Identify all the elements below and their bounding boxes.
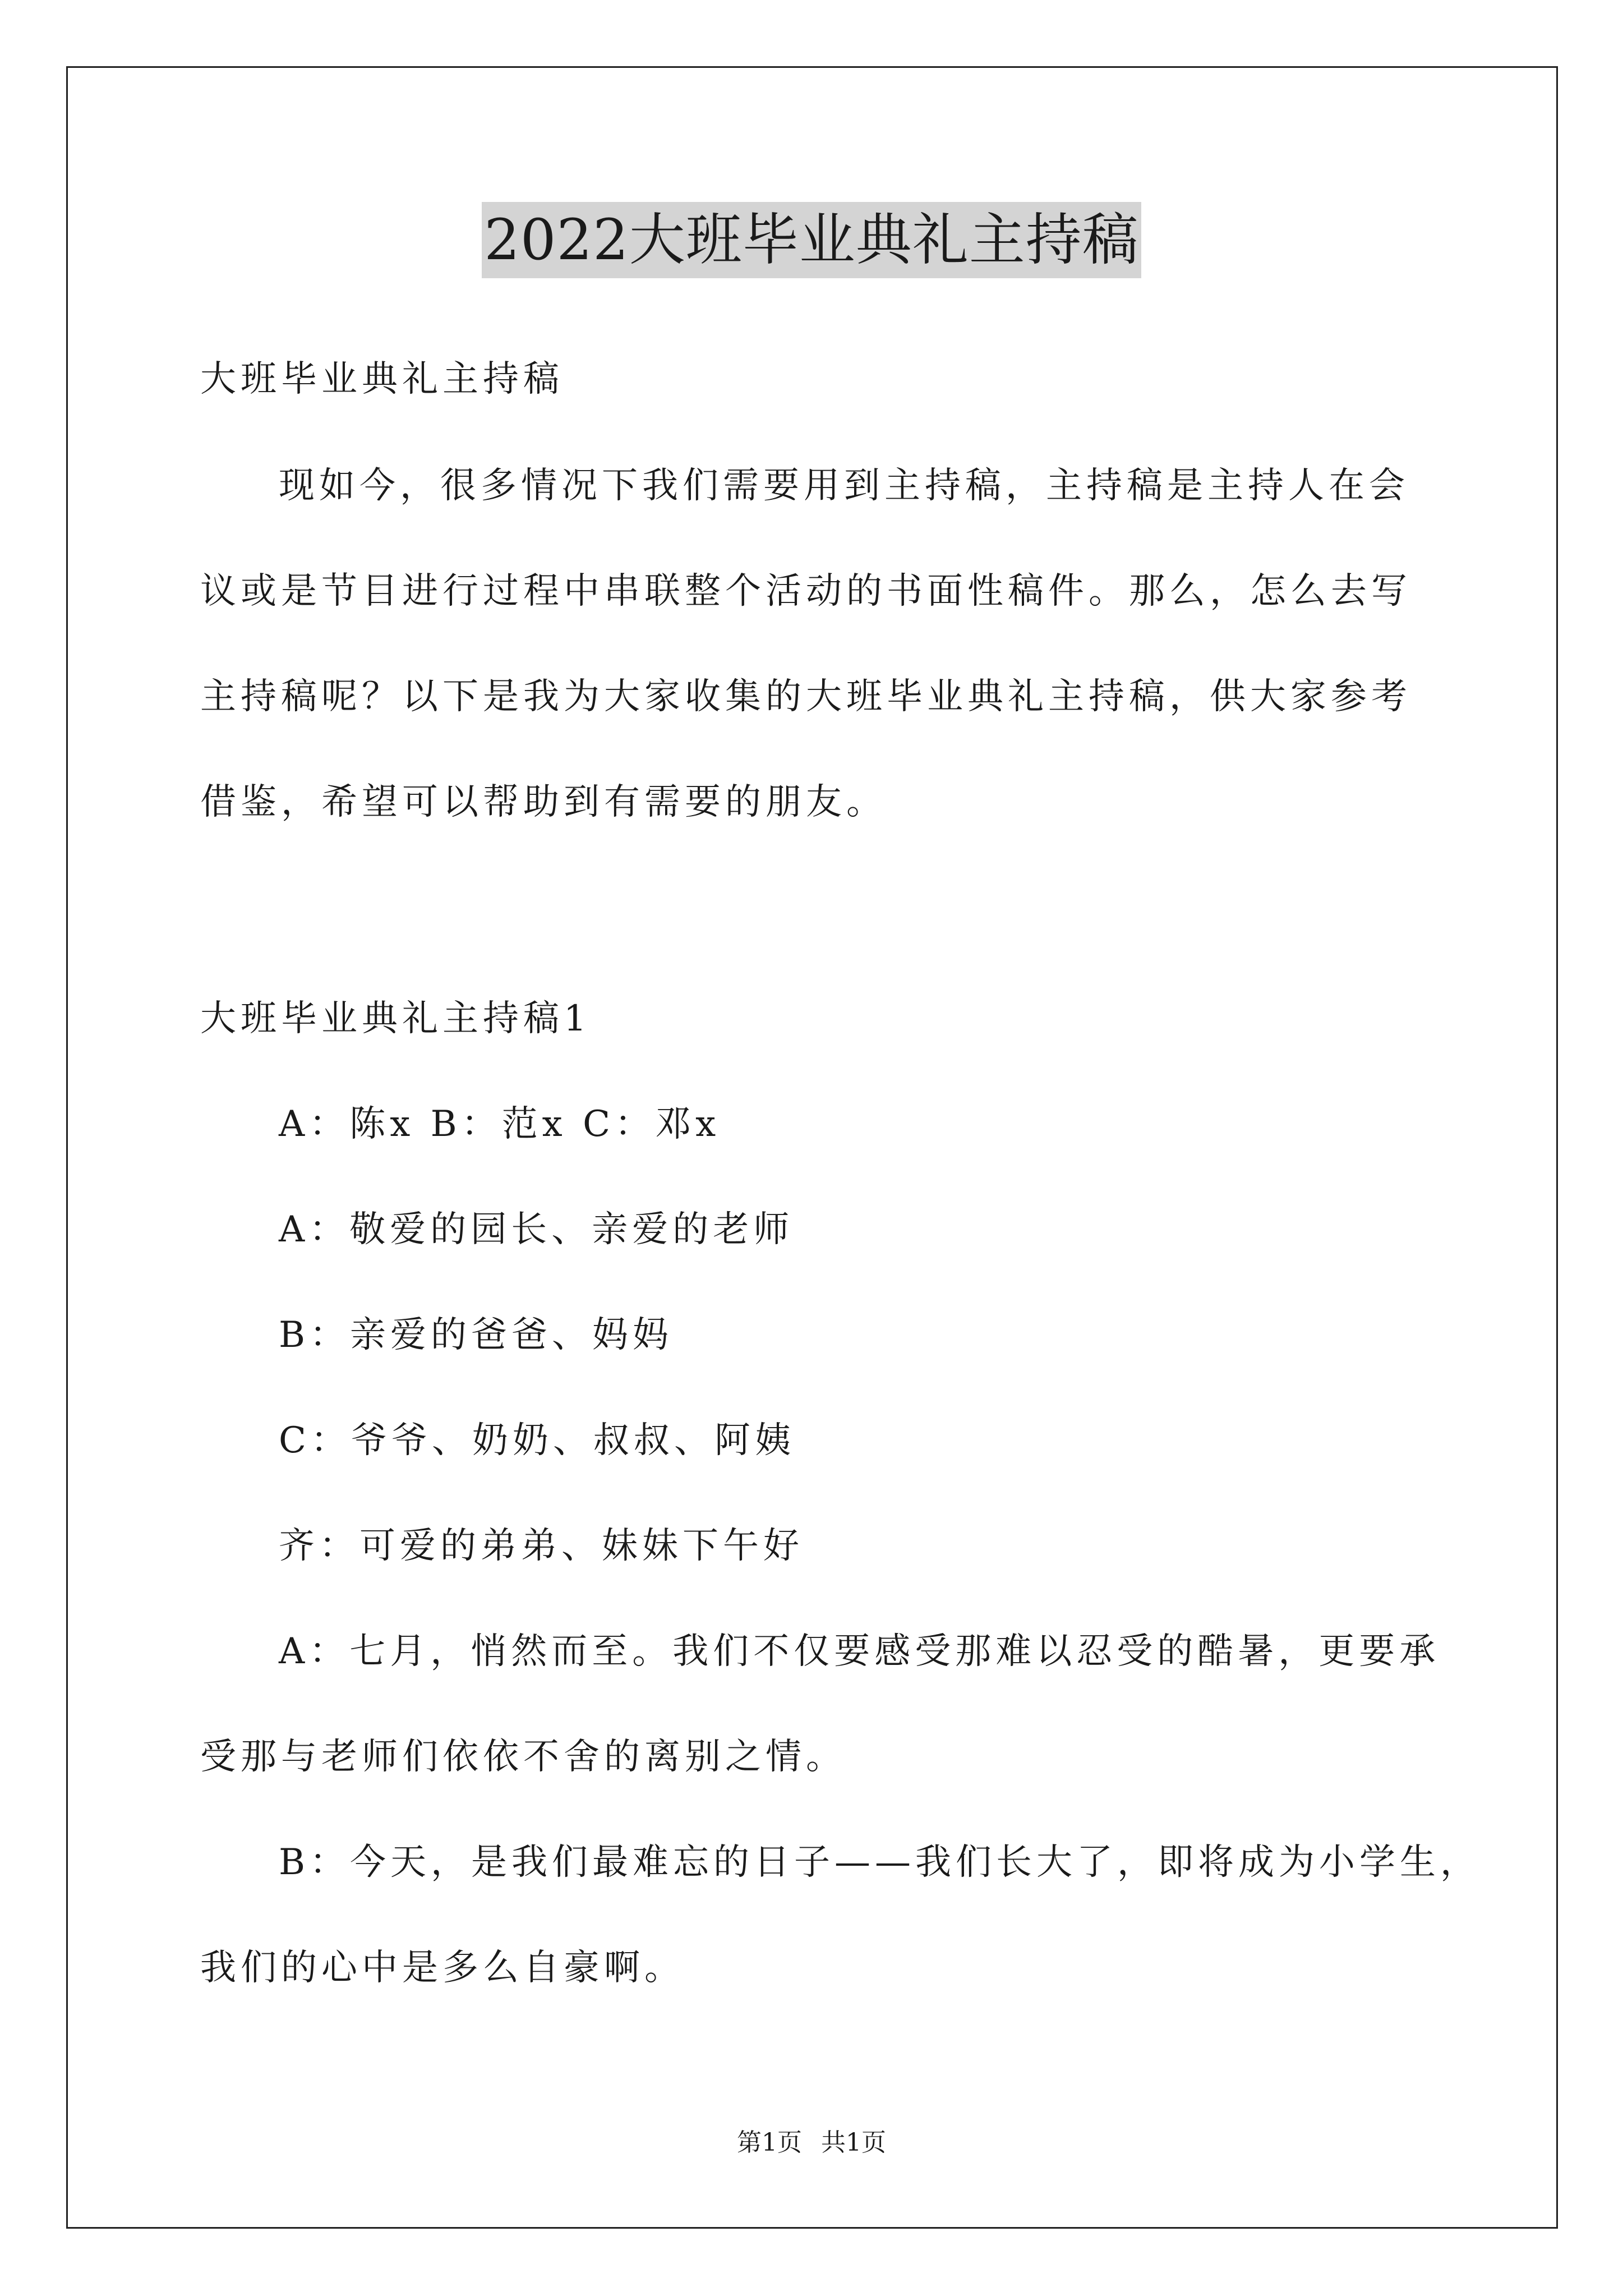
intro-line-1: 现如今，很多情况下我们需要用到主持稿，主持稿是主持人在会 bbox=[279, 465, 1409, 507]
script-line-8: B：今天，是我们最难忘的日子——我们长大了，即将成为小学生， bbox=[279, 1842, 1481, 1883]
script-line-1: A：陈x B：范x C：邓x bbox=[279, 1103, 721, 1145]
intro-line-3: 主持稿呢？以下是我为大家收集的大班毕业典礼主持稿，供大家参考 bbox=[200, 676, 1412, 717]
script-line-5: 齐：可爱的弟弟、妹妹下午好 bbox=[279, 1525, 804, 1567]
script-line-7: 受那与老师们依依不舍的离别之情。 bbox=[200, 1736, 846, 1778]
document-title: 2022大班毕业典礼主持稿 bbox=[482, 202, 1141, 278]
script-line-2: A：敬爱的园长、亲爱的老师 bbox=[279, 1209, 794, 1250]
document-subtitle: 大班毕业典礼主持稿 bbox=[200, 358, 564, 400]
intro-line-2: 议或是节目进行过程中串联整个活动的书面性稿件。那么，怎么去写 bbox=[200, 570, 1412, 612]
script-line-6: A：七月，悄然而至。我们不仅要感受那难以忍受的酷暑，更要承 bbox=[279, 1631, 1440, 1672]
script-line-3: B：亲爱的爸爸、妈妈 bbox=[279, 1314, 674, 1356]
section-heading: 大班毕业典礼主持稿1 bbox=[200, 998, 591, 1039]
page-number: 第1页 bbox=[737, 2128, 802, 2157]
title-container bbox=[0, 202, 1623, 278]
script-line-4: C：爷爷、奶奶、叔叔、阿姨 bbox=[279, 1420, 795, 1461]
intro-line-4: 借鉴，希望可以帮助到有需要的朋友。 bbox=[200, 781, 887, 823]
page-total: 共1页 bbox=[821, 2128, 886, 2157]
page-footer bbox=[0, 2126, 1623, 2160]
script-line-9: 我们的心中是多么自豪啊。 bbox=[200, 1947, 685, 1989]
